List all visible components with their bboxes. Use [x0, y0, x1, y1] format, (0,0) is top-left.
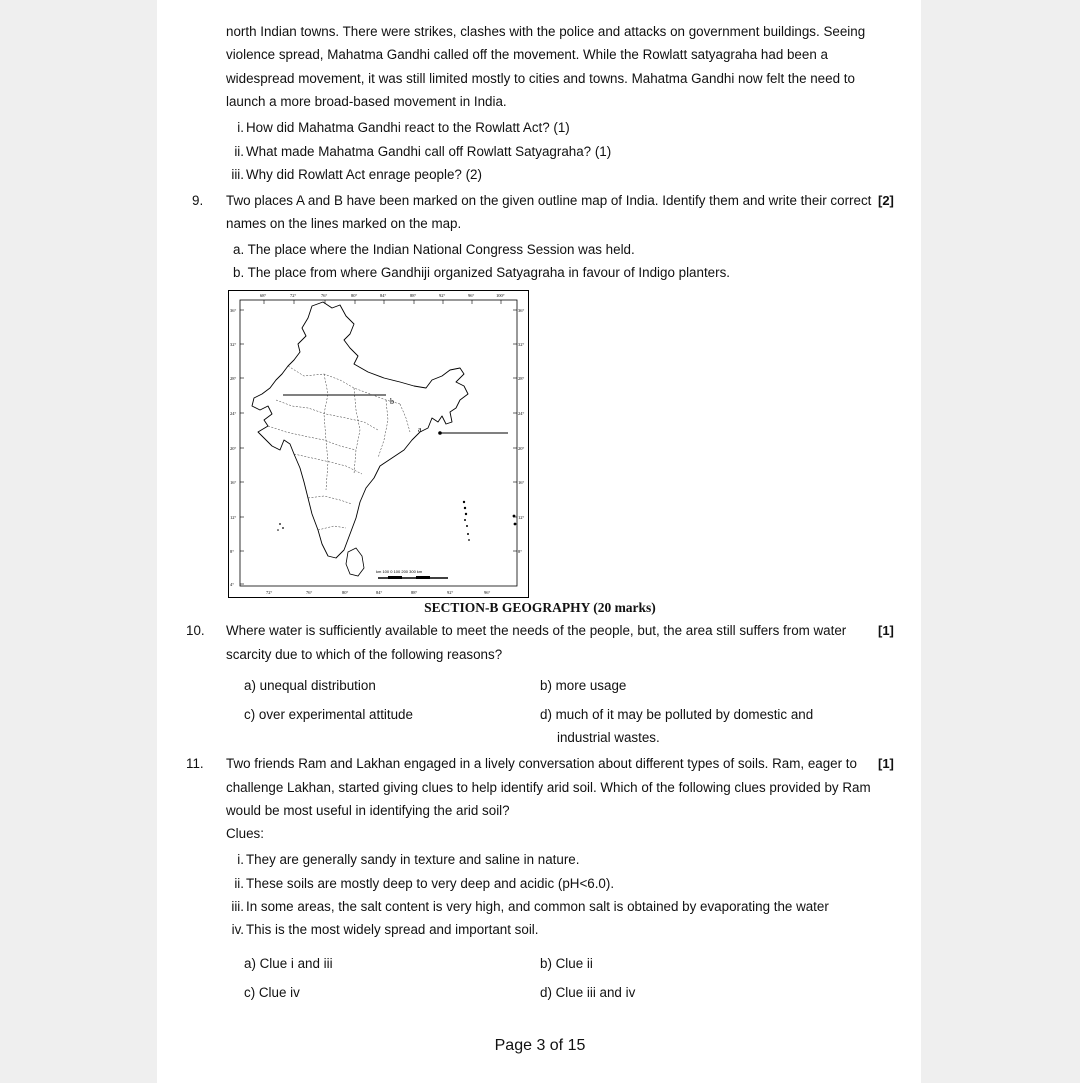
- map-tick-bottom: 96°: [484, 590, 491, 595]
- map-tick-side: 20°: [518, 446, 525, 451]
- q10-text: Where water is sufficiently available to meet the needs of the people, but, the area still suffers from water: [226, 623, 847, 638]
- map-tick-side: 32°: [230, 342, 237, 347]
- map-tick-side: 36°: [230, 308, 237, 313]
- map-tick-side: 4°: [230, 582, 235, 587]
- india-map-svg: [228, 290, 530, 599]
- map-tick-side: 28°: [230, 376, 237, 381]
- q11-text: challenge Lakhan, started giving clues to help identify arid soil. Which of the following clues provided by Ram: [226, 780, 871, 795]
- q8-subquestion: i. How did Mahatma Gandhi react to the Rowlatt Act? (1): [237, 120, 570, 135]
- q11-option-a: a) Clue i and iii: [244, 956, 333, 971]
- q11-text: would be most useful in identifying the arid soil?: [226, 803, 510, 818]
- map-tick-side: 16°: [518, 480, 525, 485]
- map-tick-top: 88°: [410, 293, 417, 298]
- map-tick-top: 76°: [321, 293, 328, 298]
- map-label-a: a: [418, 425, 422, 434]
- section-title: SECTION-B GEOGRAPHY (20 marks): [424, 600, 656, 615]
- q9-part-a: a. The place where the Indian National Congress Session was held.: [233, 242, 635, 257]
- map-scale-text: km 100 0 100 200 300 km: [376, 569, 423, 574]
- map-tick-top: 84°: [380, 293, 387, 298]
- q11-clue: i. They are generally sandy in texture and saline in nature.: [237, 852, 580, 867]
- map-tick-side: 12°: [230, 515, 237, 520]
- map-tick-side: 36°: [518, 308, 525, 313]
- map-tick-bottom: 92°: [447, 590, 454, 595]
- q10-option-a: a) unequal distribution: [244, 678, 376, 693]
- q8-subquestion: ii. What made Mahatma Gandhi call off Rowlatt Satyagraha? (1): [234, 144, 612, 159]
- q10-number: 10.: [186, 623, 205, 638]
- map-tick-side: 20°: [230, 446, 237, 451]
- q10-option-d-cont: industrial wastes.: [557, 730, 660, 745]
- map-tick-top: 92°: [439, 293, 446, 298]
- passage-line: violence spread, Mahatma Gandhi called off the movement. While the Rowlatt satyagraha had been a: [226, 47, 828, 62]
- q11-clue: iii. In some areas, the salt content is very high, and common salt is obtained by evaporating the water: [231, 899, 829, 914]
- q9-number: 9.: [192, 193, 204, 208]
- map-tick-side: 8°: [230, 549, 235, 554]
- q10-option-d: d) much of it may be polluted by domestic and: [540, 707, 814, 722]
- q11-clues-label: Clues:: [226, 826, 264, 841]
- map-tick-side: 32°: [518, 342, 525, 347]
- q11-text: Two friends Ram and Lakhan engaged in a lively conversation about different types of soils. Ram, eager to: [226, 756, 857, 771]
- map-tick-side: 12°: [518, 515, 525, 520]
- q11-marks: [1]: [878, 756, 894, 771]
- q9-marks: [2]: [878, 193, 894, 208]
- map-tick-top: 96°: [468, 293, 475, 298]
- q11-number: 11.: [186, 756, 204, 771]
- q11-option-c: c) Clue iv: [244, 985, 300, 1000]
- map-tick-side: 16°: [230, 480, 237, 485]
- passage-line: widespread movement, it was still limited mostly to cities and towns. Mahatma Gandhi now felt the need to: [226, 71, 855, 86]
- map-tick-side: 24°: [230, 411, 237, 416]
- q10-option-b: b) more usage: [540, 678, 627, 693]
- map-tick-bottom: 72°: [266, 590, 273, 595]
- passage-line: north Indian towns. There were strikes, clashes with the police and attacks on government buildings. Seeing: [226, 24, 866, 39]
- q10-option-c: c) over experimental attitude: [244, 707, 413, 722]
- q9-text: names on the lines marked on the map.: [226, 216, 462, 231]
- q9-text: Two places A and B have been marked on the given outline map of India. Identify them and write their correct: [226, 193, 872, 208]
- q9-part-b: b. The place from where Gandhiji organized Satyagraha in favour of Indigo planters.: [233, 265, 730, 280]
- map-tick-bottom: 80°: [342, 590, 349, 595]
- map-tick-bottom: 84°: [376, 590, 383, 595]
- q8-subquestion: iii. Why did Rowlatt Act enrage people? (2): [231, 167, 482, 182]
- map-tick-side: 24°: [518, 411, 525, 416]
- q11-clue: ii. These soils are mostly deep to very deep and acidic (pH<6.0).: [234, 876, 615, 891]
- q11-clue: iv. This is the most widely spread and important soil.: [231, 922, 539, 937]
- map-tick-side: 28°: [518, 376, 525, 381]
- map-tick-top: 72°: [290, 293, 297, 298]
- map-tick-side: 8°: [518, 549, 523, 554]
- map-tick-bottom: 76°: [306, 590, 313, 595]
- map-tick-top: 100°: [496, 293, 505, 298]
- map-label-b: b: [390, 397, 394, 406]
- india-outline-map: [228, 290, 530, 599]
- q10-text: scarcity due to which of the following reasons?: [226, 647, 503, 662]
- q11-option-d: d) Clue iii and iv: [540, 985, 636, 1000]
- q10-marks: [1]: [878, 623, 894, 638]
- map-tick-top: 68°: [260, 293, 267, 298]
- map-tick-bottom: 88°: [411, 590, 418, 595]
- q11-option-b: b) Clue ii: [540, 956, 593, 971]
- passage-line: launch a more broad-based movement in India.: [226, 94, 507, 109]
- map-tick-top: 80°: [351, 293, 358, 298]
- page-number: Page 3 of 15: [494, 1037, 586, 1054]
